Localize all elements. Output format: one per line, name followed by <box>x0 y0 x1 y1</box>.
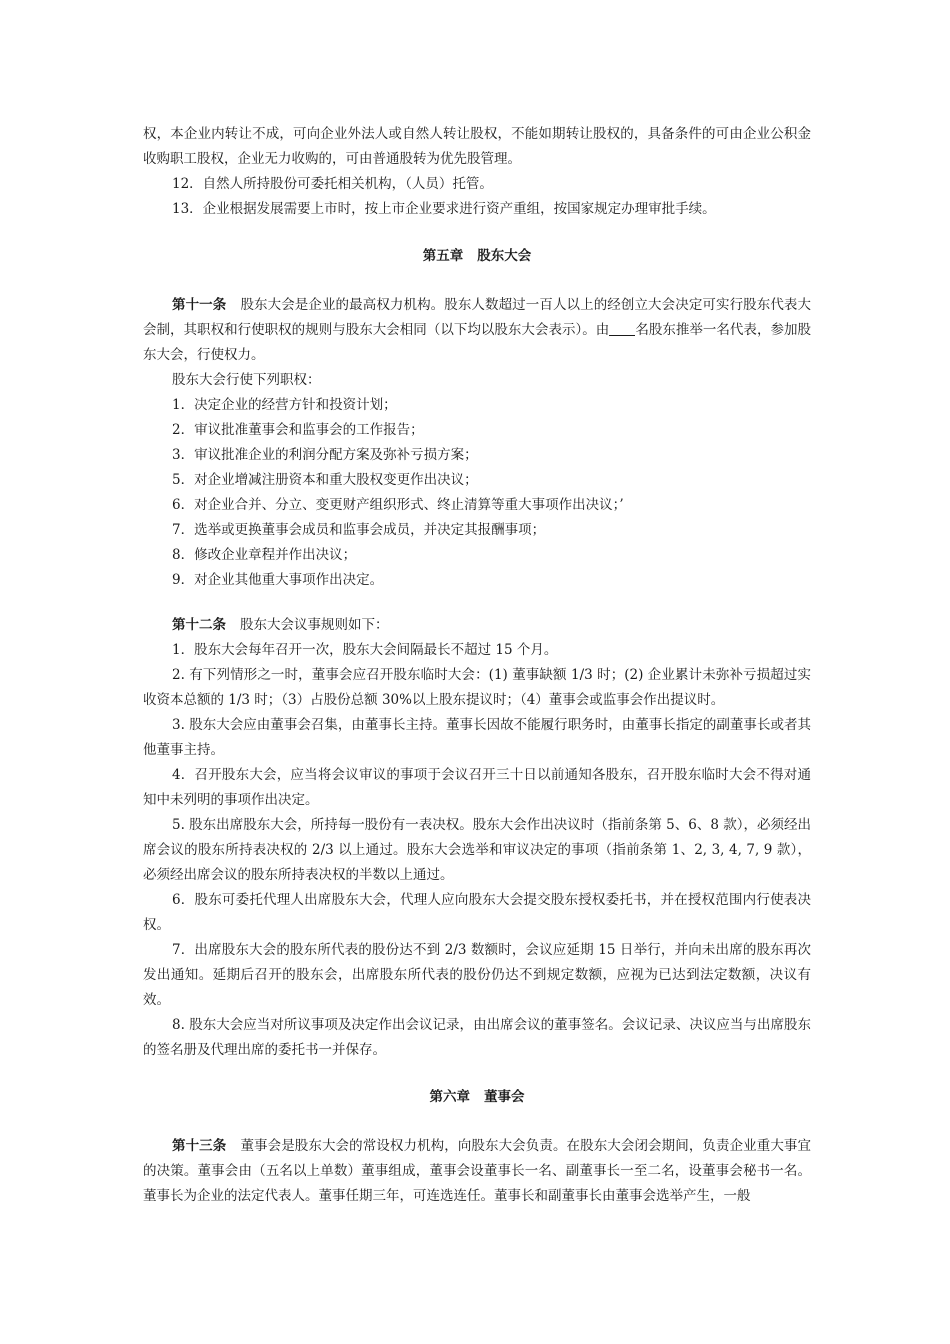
document-page <box>143 122 811 1209</box>
article-11-text-a: 股东大会是企业的最高权力机构。股东人数超过一百人以上的经创立大会决定可实行股东代表大会制，其职权和行使职权的规则与股东大会相同（以下均以股东大会表示）。由 <box>143 297 812 338</box>
power-item: 8．修改企业章程并作出决议； <box>172 547 357 563</box>
rule-item: 2. 有下列情形之一时，董事会应召开股东临时大会：(1) 董事缺额 1/3 时；(2) 企业累计未弥补亏损超过实收资本总额的 1/3 时；（3）占股份总额 30%以上股东提议时；（4）董事会或监事会作出提议时。 <box>143 667 811 708</box>
power-item: 6．对企业合并、分立、变更财产组织形式、终止清算等重大事项作出决议；’ <box>172 497 624 513</box>
article-13-label: 第十三条 <box>172 1138 227 1154</box>
power-item: 2．审议批准董事会和监事会的工作报告； <box>172 422 424 438</box>
item-12: 12．自然人所持股份可委托相关机构，（人员）托管。 <box>172 176 493 192</box>
article-12-intro: 股东大会议事规则如下： <box>240 617 389 633</box>
paragraph-continuation: 权，本企业内转让不成，可向企业外法人或自然人转让股权，不能如期转让股权的，具备条件的可由企业公积金收购职工股权，企业无力收购的，可由普通股转为优先股管理。 <box>143 126 811 167</box>
power-item: 3．审议批准企业的利润分配方案及弥补亏损方案； <box>172 447 478 463</box>
rule-item: 6．股东可委托代理人出席股东大会，代理人应向股东大会提交股东授权委托书，并在授权范围内行使表决权。 <box>143 892 811 933</box>
chapter-5-title: 股东大会 <box>477 248 532 264</box>
chapter-6-heading <box>143 1085 811 1110</box>
power-item: 5．对企业增减注册资本和重大股权变更作出决议； <box>172 472 478 488</box>
power-item: 1．决定企业的经营方针和投资计划； <box>172 397 397 413</box>
rule-item: 4．召开股东大会，应当将会议审议的事项于会议召开三十日以前通知各股东，召开股东临时大会不得对通知中未列明的事项作出决定。 <box>143 767 811 808</box>
chapter-6-title: 董事会 <box>484 1089 525 1105</box>
power-item: 9．对企业其他重大事项作出决定。 <box>172 572 384 588</box>
article-13 <box>143 1134 811 1209</box>
article-12 <box>143 613 811 638</box>
item-13: 13．企业根据发展需要上市时，按上市企业要求进行资产重组，按国家规定办理审批手续。 <box>172 201 716 217</box>
power-item: 7．选举或更换董事会成员和监事会成员，并决定其报酬事项； <box>172 522 546 538</box>
rule-item: 3. 股东大会应由董事会召集，由董事长主持。董事长因故不能履行职务时，由董事长指定的副董事长或者其他董事主持。 <box>143 717 811 758</box>
chapter-5-number: 第五章 <box>422 248 464 264</box>
chapter-5-heading <box>143 244 811 269</box>
fill-in-blank <box>609 321 635 336</box>
rule-item: 8. 股东大会应当对所议事项及决定作出会议记录，由出席会议的董事签名。会议记录、决议应当与出席股东的签名册及代理出席的委托书一并保存。 <box>143 1017 811 1058</box>
article-13-text: 董事会是股东大会的常设权力机构，向股东大会负责。在股东大会闭会期间，负责企业重大事宜的决策。董事会由（五名以上单数）董事组成，董事会设董事长一名、副董事长一至二名，设董事会秘书一名。董事长为企业的法定代表人。董事任期三年，可连选连任。董事长和副董事长由董事会选举产生，一般 <box>143 1138 812 1204</box>
chapter-6-number: 第六章 <box>429 1089 470 1105</box>
rule-item: 5. 股东出席股东大会，所持每一股份有一表决权。股东大会作出决议时（指前条第 5、6、8 款），必须经出席会议的股东所持表决权的 2/3 以上通过。股东大会选举和审议决定的事项（指前条第 1、2, 3, 4, 7, 9 款），必须经出席会议的股东所持表决权的半数以上通过。 <box>143 817 811 883</box>
article-11-label: 第十一条 <box>172 297 227 313</box>
rule-item: 1．股东大会每年召开一次，股东大会间隔最长不超过 15 个月。 <box>172 642 558 658</box>
article-11 <box>143 293 811 368</box>
article-12-label: 第十二条 <box>172 617 226 633</box>
rule-item: 7．出席股东大会的股东所代表的股份达不到 2/3 数额时，会议应延期 15 日举行，并向未出席的股东再次发出通知。延期后召开的股东会，出席股东所代表的股份仍达不到规定数额，应视为已达到法定数额，决议有效。 <box>143 942 811 1008</box>
article-11-text-b: 名股东推举一名代表，参加股东大会，行使权力。 <box>143 322 811 363</box>
powers-intro: 股东大会行使下列职权： <box>172 372 321 388</box>
